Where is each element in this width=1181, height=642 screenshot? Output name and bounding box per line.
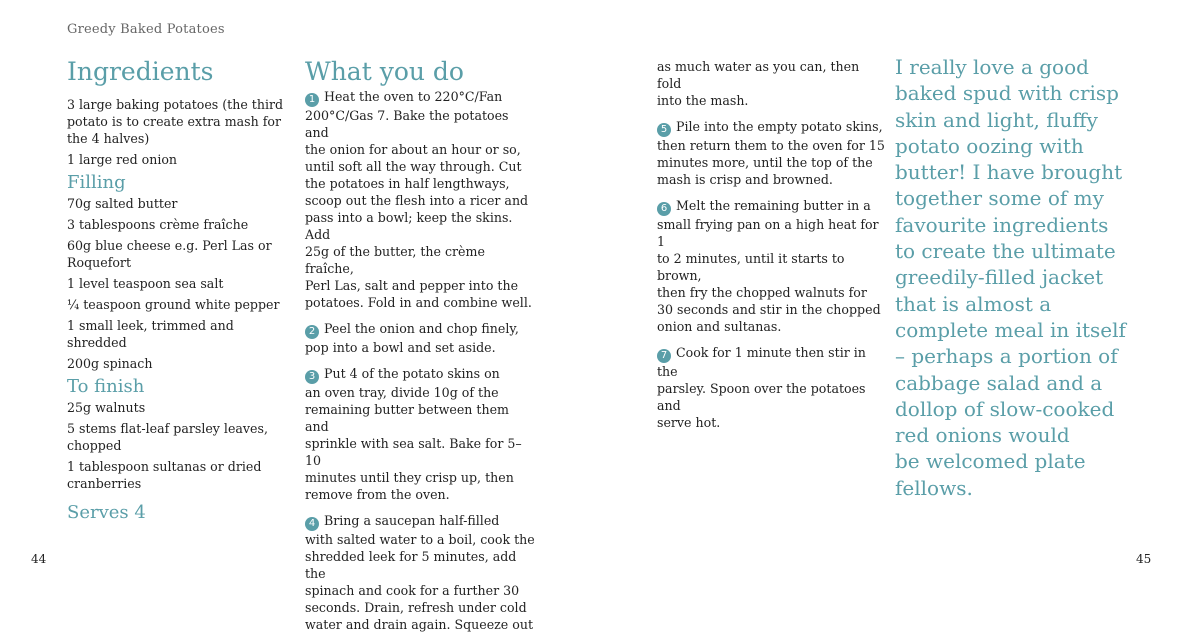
method-column-continued bbox=[657, 58, 887, 440]
ingredient-item: 1 tablespoon sultanas or dried cranberries bbox=[67, 459, 262, 491]
method-title: What you do bbox=[305, 57, 464, 86]
method-column bbox=[305, 56, 535, 642]
method-step bbox=[305, 88, 535, 311]
ingredient-item: 60g blue cheese e.g. Perl Las or Roquefort bbox=[67, 238, 272, 270]
step-number-badge: 2 bbox=[305, 325, 319, 339]
method-step bbox=[305, 320, 535, 356]
step-text: as much water as you can, then fold into the mash. bbox=[657, 59, 860, 108]
method-step bbox=[657, 344, 887, 431]
intro-text: I really love a good baked spud with crisp skin and light, fluffy potato oozing with butter! I have brought together some of my favourite ingredients to create the ultimate greedily-filled jacket that is almost a complete meal in itself – perhaps a portion of cabbage salad and a dollop of slow-cooked red onions would be welcomed plate fellows. bbox=[895, 55, 1126, 500]
ingredient-item: 1 level teaspoon sea salt bbox=[67, 276, 224, 291]
step-number-badge: 1 bbox=[305, 93, 319, 107]
step-text: Peel the onion and chop finely, pop into a bowl and set aside. bbox=[305, 321, 519, 355]
method-step bbox=[657, 118, 887, 188]
ingredients-title: Ingredients bbox=[67, 57, 214, 86]
ingredient-item: 3 tablespoons crème fraîche bbox=[67, 217, 249, 232]
ingredient-item: 1 small leek, trimmed and shredded bbox=[67, 318, 234, 350]
to-finish-heading: To finish bbox=[67, 376, 145, 397]
serves-label: Serves 4 bbox=[67, 502, 146, 523]
page-number-left: 44 bbox=[31, 552, 47, 566]
step-text: Melt the remaining butter in a small frying pan on a high heat for 1 to 2 minutes, until it starts to brown, then fry the chopped walnuts for 30 seconds and stir in the chopped onion and sultanas. bbox=[657, 198, 881, 334]
step-text: Put 4 of the potato skins on an oven tray, divide 10g of the remaining butter between them and sprinkle with sea salt. Bake for 5–10 minutes until they crisp up, then remove from the oven. bbox=[305, 366, 522, 502]
ingredient-item: 5 stems flat-leaf parsley leaves, chopped bbox=[67, 421, 268, 453]
ingredient-item: 3 large baking potatoes (the third potato is to create extra mash for the 4 halves) bbox=[67, 97, 284, 146]
method-step bbox=[305, 365, 535, 503]
step-text: Bring a saucepan half-filled with salted water to a boil, cook the shredded leek for 5 minutes, add the spinach and cook for a further 30 seconds. Drain, refresh under cold water and drain again. Squeeze out bbox=[305, 513, 535, 632]
running-head: Greedy Baked Potatoes bbox=[67, 22, 225, 37]
step-text: Heat the oven to 220°C/Fan 200°C/Gas 7. Bake the potatoes and the onion for about an hour or so, until soft all the way through. Cut the potatoes in half lengthways, scoop out the flesh into a ricer and pass into a bowl; keep the skins. Add 25g of the butter, the crème fraîche, Perl Las, salt and pepper into the potatoes. Fold in and combine well. bbox=[305, 89, 532, 310]
page-number-right: 45 bbox=[1136, 552, 1152, 566]
ingredients-column bbox=[67, 56, 292, 525]
ingredient-item: 70g salted butter bbox=[67, 196, 178, 211]
filling-heading: Filling bbox=[67, 172, 126, 193]
ingredient-item: 25g walnuts bbox=[67, 400, 146, 415]
step-number-badge: 6 bbox=[657, 202, 671, 216]
method-step bbox=[657, 197, 887, 335]
ingredient-item: 200g spinach bbox=[67, 356, 153, 371]
ingredient-item: ¼ teaspoon ground white pepper bbox=[67, 297, 280, 312]
step-number-badge: 5 bbox=[657, 123, 671, 137]
method-step bbox=[305, 512, 535, 633]
step-text: Cook for 1 minute then stir in the parsley. Spoon over the potatoes and serve hot. bbox=[657, 345, 866, 430]
method-step-continued bbox=[657, 58, 887, 109]
step-text: Pile into the empty potato skins, then return them to the oven for 15 minutes more, until the top of the mash is crisp and browned. bbox=[657, 119, 885, 187]
step-number-badge: 4 bbox=[305, 517, 319, 531]
intro-column bbox=[895, 54, 1165, 501]
step-number-badge: 7 bbox=[657, 349, 671, 363]
ingredient-item: 1 large red onion bbox=[67, 152, 178, 167]
step-number-badge: 3 bbox=[305, 370, 319, 384]
